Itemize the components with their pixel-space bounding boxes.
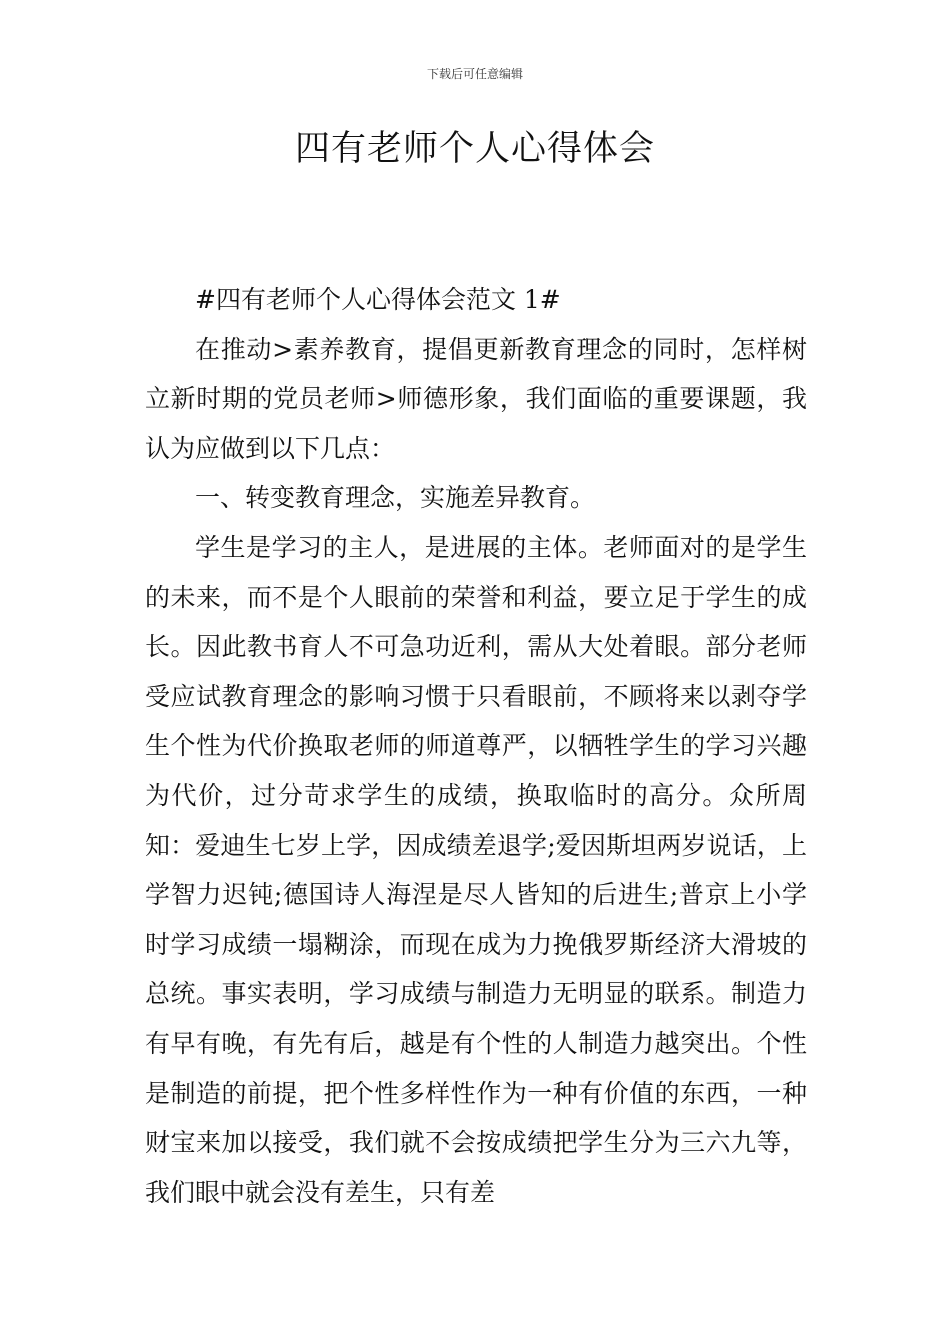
document-title: 四有老师个人心得体会 bbox=[294, 129, 655, 169]
section-heading: #四有老师个人心得体会范文 1# bbox=[195, 285, 561, 314]
header-note: 下载后可任意编辑 bbox=[426, 67, 523, 81]
document-body bbox=[145, 275, 807, 1217]
body-paragraph: 学生是学习的主人，是进展的主体。老师面对的是学生的未来，而不是个人眼前的荣誉和利益，要立足于学生的成长。因此教书育人不可急功近利，需从大处着眼。部分老师受应试教育理念的影响习惯于只看眼前，不顾将来以剥夺学生个性为代价换取老师的师道尊严，以牺牲学生的学习兴趣为代价，过分苛求学生的成绩，换取临时的高分。众所周知：爱迪生七岁上学，因成绩差退学;爱因斯坦两岁说话，上学智力迟钝;德国诗人海涅是尽人皆知的后进生;普京上小学时学习成绩一塌糊涂，而现在成为力挽俄罗斯经济大滑坡的总统。事实表明，学习成绩与制造力无明显的联系。制造力有早有晚，有先有后，越是有个性的人制造力越突出。个性是制造的前提，把个性多样性作为一种有价值的东西，一种财宝来加以接受，我们就不会按成绩把学生分为三六九等，我们眼中就会没有差生，只有差 bbox=[145, 532, 807, 1207]
point-heading: 一、转变教育理念，实施差异教育。 bbox=[195, 483, 596, 513]
intro-paragraph: 在推动>素养教育，提倡更新教育理念的同时，怎样树立新时期的党员老师>师德形象，我们面临的重要课题，我认为应做到以下几点： bbox=[145, 334, 807, 463]
